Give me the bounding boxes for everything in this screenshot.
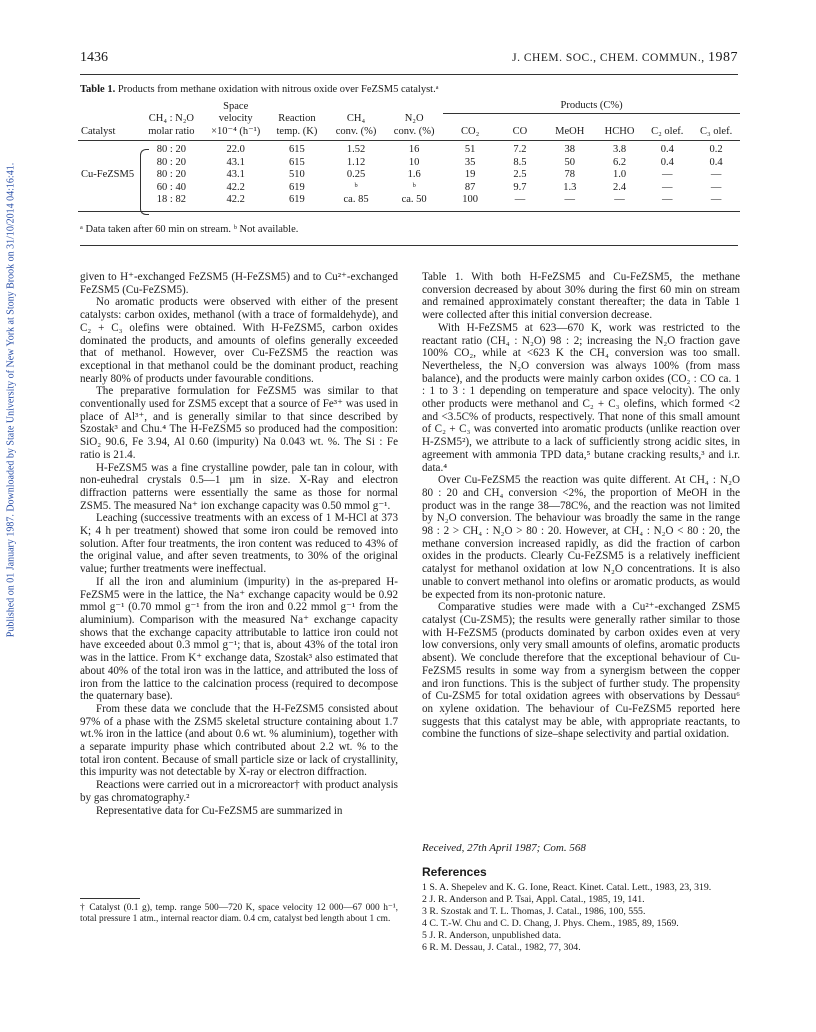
table-caption-text: Products from methane oxidation with nitrous oxide over FeZSM5 catalyst.ᵃ	[117, 84, 439, 95]
paragraph: given to H⁺-exchanged FeZSM5 (H-FeZSM5) and to Cu²⁺-exchanged FeZSM5 (Cu-FeZSM5).	[80, 271, 398, 296]
header-temp-2: temp. (K)	[267, 126, 327, 141]
table-row	[78, 169, 740, 182]
paragraph: H-FeZSM5 was a fine crystalline powder, pale tan in colour, with non-euhedral crystals 0.5—1 µm in size. X-Ray and electron diffraction patterns were essentially the same as those for normal ZSM5. The measured Na⁺ ion exchange capacity was 0.50 mmol g⁻¹.	[80, 461, 398, 512]
table-rule	[80, 245, 738, 246]
paragraph: No aromatic products were observed with either of the present catalysts: carbon oxides, methanol (with a trace of formaldehyde), and C₂ + C₃ olefins were obtained. With H-FeZSM5, carbon oxides dominated the products, and amounts of olefins generally exceeded that of methanol. However, over Cu-FeZSM5 the reaction was exceptional in that methanol could be the dominant product, reaching nearly 80% of products under favourable conditions.	[80, 296, 398, 385]
header-ratio-1: CH₄ : N₂O	[148, 113, 194, 124]
table-cell: 615	[289, 144, 305, 155]
table-cell: 510	[289, 169, 305, 180]
table-cell: 619	[267, 194, 327, 211]
table-cell: 9.7	[513, 181, 527, 193]
table-cell: 42.2	[205, 194, 267, 211]
catalyst-cell: Cu-FeZSM5	[81, 169, 135, 180]
journal-header	[512, 50, 738, 66]
table-cell: —	[543, 194, 597, 211]
table-cell: 0.25	[346, 169, 366, 180]
header-n2o-1: N₂O	[404, 113, 424, 124]
table-cell: —	[710, 169, 722, 180]
page-number: 1436	[80, 50, 108, 65]
footnote-rule	[80, 898, 140, 899]
table-footnote: ᵃ Data taken after 60 min on stream. ᵇ Not available.	[80, 224, 299, 235]
table-caption	[80, 84, 439, 95]
reference-item: 4 C. T.-W. Chu and C. D. Chang, J. Phys. Chem., 1985, 89, 1569.	[422, 917, 679, 929]
table-caption-label: Table 1.	[80, 84, 116, 95]
right-column	[422, 271, 740, 741]
table-cell: 50	[564, 156, 575, 168]
table-cell: —	[710, 181, 722, 193]
table-cell: 0.4	[709, 156, 723, 168]
table-cell: 1.12	[346, 156, 366, 168]
paragraph: Leaching (successive treatments with an excess of 1 M-HCl at 373 K; 4 h per treatment) showed that some iron could be removed into solution. After four treatments, the iron content was reduced to 43% of the original value, and after seven treatments, to 30% of the original value; further treatments were ineffectual.	[80, 512, 398, 576]
references-heading: References	[422, 865, 487, 879]
catalyst-cell	[78, 182, 138, 195]
table-cell: 0.4	[660, 156, 674, 168]
journal-year: 1987	[708, 50, 738, 65]
header-c2-olef: C₂ olef.	[642, 126, 692, 141]
table-cell: —	[692, 194, 740, 211]
table-row	[78, 157, 740, 170]
table-cell: 60 : 40	[156, 181, 186, 193]
table-cell: 1.52	[346, 144, 366, 155]
table-cell: ca. 85	[327, 194, 385, 211]
table-cell: 0.2	[709, 144, 723, 155]
table-cell: 3.8	[612, 144, 627, 155]
table-row	[78, 182, 740, 195]
table-cell: ca. 50	[385, 194, 443, 211]
catalyst-cell	[78, 194, 138, 211]
header-products: Products (C%)	[443, 100, 740, 113]
table-cell: 1.3	[563, 181, 577, 193]
download-stamp-text: Published on 01 January 1987. Downloaded by State University of New York at Stony Brook on 31/10/2014 04:16:41.	[5, 162, 17, 638]
table-cell: 80 : 20	[156, 169, 186, 180]
table-cell: —	[597, 194, 643, 211]
header-ch4-2: conv. (%)	[327, 126, 385, 141]
table-cell: 1.0	[612, 169, 627, 180]
table-cell: 43.1	[226, 156, 245, 168]
table-cell: ᵇ	[354, 181, 358, 193]
table-cell: 51	[464, 144, 476, 155]
paragraph: Representative data for Cu-FeZSM5 are summarized in	[96, 804, 343, 817]
table-body	[78, 141, 740, 212]
header-hcho: HCHO	[597, 126, 643, 141]
table-cell: 78	[564, 169, 575, 180]
footnote: † Catalyst (0.1 g), temp. range 500—720 K, space velocity 12 000—67 000 h⁻¹, total pressure 1 atm., internal reactor diam. 0.4 cm, catalyst bed length about 1 cm.	[80, 903, 398, 924]
table-cell: 35	[464, 156, 476, 168]
header-n2o-2: conv. (%)	[385, 126, 443, 141]
header-meoh: MeOH	[543, 126, 597, 141]
reference-item: 6 R. M. Dessau, J. Catal., 1982, 77, 304.	[422, 941, 581, 953]
table-cell: 18 : 82	[138, 194, 204, 211]
table-cell: ᵇ	[412, 181, 416, 193]
table-cell: 87	[464, 181, 476, 193]
table-cell: 19	[464, 169, 476, 180]
journal-name: J. CHEM. SOC., CHEM. COMMUN.,	[512, 52, 705, 64]
table-cell: 43.1	[226, 169, 245, 180]
table-row	[78, 141, 740, 157]
paragraph: If all the iron and aluminium (impurity) in the as-prepared H-FeZSM5 were in the lattice, the Na⁺ exchange capacity would be 0.92 mmol g⁻¹ (0.70 mmol g⁻¹ from the iron and 0.22 mmol g⁻¹ from the aluminium). Comparison with the measured Na⁺ exchange capacity shows that the exchange capacity attributable to lattice iron could not have exceeded about 0.3 mmol g⁻¹; that is, about 43% of the total iron was in the lattice. From K⁺ exchange data, Szostak³ also estimated that about 40% of the total iron was in the lattice, and attributed the loss of iron from the lattice to the calcination process (required to decompose the quaternary base).	[80, 575, 398, 703]
table-cell: 619	[289, 181, 305, 193]
paragraph: From these data we conclude that the H-FeZSM5 consisted about 97% of a phase with the ZSM5 skeletal structure containing about 1.7 wt.% iron in the lattice (and about 0.6 wt. % aluminium), together with a separate impurity phase which contributed about 2.2 wt. % to the total iron content. Because of small particle size or lack of crystallinity, this impurity was not detectable by X-ray or electron diffraction.	[80, 702, 398, 779]
table-cell: 100	[443, 194, 497, 211]
download-stamp	[0, 120, 22, 680]
reference-item: 3 R. Szostak and T. L. Thomas, J. Catal., 1986, 100, 555.	[422, 905, 646, 917]
table-cell: 16	[408, 144, 420, 155]
table-cell: 8.5	[513, 156, 527, 168]
header-velocity-3: ×10⁻⁴ (h⁻¹)	[205, 126, 267, 141]
table-cell: 2.5	[513, 169, 527, 180]
header-ratio-2: molar ratio	[138, 126, 204, 141]
received-date: Received, 27th April 1987; Com. 568	[422, 842, 586, 854]
references-list	[422, 882, 740, 953]
table-cell: 1.6	[407, 169, 421, 180]
paragraph: With H-FeZSM5 at 623—670 K, work was restricted to the reactant ratio (CH₄ : N₂O) 98 : 2; increasing the N₂O fraction gave 100% CO₂, while at <623 K the CH₄ conversion was too small. Nevertheless, the N₂O conversion was always 100% (from mass balance), and the products were mainly carbon oxides (CO₂ : CO ca. 1 : 1 to 3 : 1 depending on temperature and space velocity). The only other products were methanol and C₂ + C₃ olefins, which formed <2 and <3.5C% of products, respectively. That none of this small amount of C₂ + C₃ was converted into aromatic products (unlike reaction over H-ZSM5²), we attribute to a lack of sufficiently strong acidic sites, in agreement with ammonia TPD data,⁵ butane cracking results,³ and i.r. data.⁴	[422, 321, 740, 474]
table-cell: 22.0	[226, 144, 245, 155]
catalyst-brace	[140, 149, 149, 215]
table-cell: —	[662, 169, 673, 180]
table-cell: 80 : 20	[156, 156, 186, 168]
reference-item: 2 J. R. Anderson and P. Tsai, Appl. Catal., 1985, 19, 141.	[422, 893, 645, 905]
header-velocity-1: Space	[223, 100, 249, 112]
table-cell: 38	[564, 144, 575, 155]
paragraph: Over Cu-FeZSM5 the reaction was quite different. At CH₄ : N₂O 80 : 20 and CH₄ conversion <2%, the proportion of MeOH in the product was in the range 38—78C%, and the reaction was not limited by N₂O conversion. The behaviour was broadly the same in the range 98 : 2 > CH₄ : N₂O > 80 : 20. However, at CH₄ : N₂O < 80 : 20, the methane conversion increased rapidly, as did the fraction of carbon oxides in the products. Clearly Cu-FeZSM5 is a relatively inefficient catalyst for methanol oxidation at low N₂O concentrations. It is also unable to convert methanol into olefins or aromatic products, as would be expected from its non-protonic nature.	[422, 474, 740, 601]
table-row	[78, 194, 740, 211]
paragraph: Reactions were carried out in a microreactor† with product analysis by gas chromatography.²	[80, 779, 398, 804]
header-co2: CO₂	[443, 126, 497, 141]
table-cell: 6.2	[612, 156, 627, 168]
paragraph: Comparative studies were made with a Cu²⁺-exchanged ZSM5 catalyst (Cu-ZSM5); the results were generally rather similar to those with H-FeZSM5 (products dominated by carbon oxides even at very low conversions, only very small amounts of olefins, aromatic products absent). We conclude therefore that the exceptional behaviour of Cu-FeZSM5 results in some way from a synergism between the copper and iron functions. This is the subject of further study. The propensity of Cu-ZSM5 for total oxidation agrees with observations by Dessau⁶ on xylene oxidation. The behaviour of Cu-FeZSM5 reported here suggests that this catalyst may be able, with appropriate reactants, to combine the functions of size–shape selectivity and partial oxidation.	[422, 601, 740, 741]
catalyst-cell	[78, 141, 138, 157]
header-velocity-2: velocity	[218, 113, 253, 124]
table-cell: —	[497, 194, 543, 211]
table-cell: 2.4	[612, 181, 627, 193]
header-catalyst: Catalyst	[78, 126, 138, 141]
table-cell: 7.2	[513, 144, 527, 155]
header-c3-olef: C₃ olef.	[692, 126, 740, 141]
left-column	[80, 271, 398, 817]
products-table	[78, 100, 740, 212]
table-cell: 42.2	[226, 181, 245, 193]
paragraph: The preparative formulation for FeZSM5 was similar to that conventionally used for ZSM5 except that a source of Fe³⁺ was used in place of Al³⁺, and is generally similar to that since described by Szostak³ and Chu.⁴ The H-FeZSM5 so produced had the composition: SiO₂ 90.6, Fe 3.94, Al 0.60 (impurity) Na 0.043 wt. %. The Si : Fe ratio is 21.4.	[80, 385, 398, 461]
table-cell: 80 : 20	[156, 144, 186, 155]
reference-item: 5 J. R. Anderson, unpublished data.	[422, 929, 562, 941]
table-cell: 10	[408, 156, 420, 168]
table-cell: 0.4	[660, 144, 674, 155]
header-co: CO	[497, 126, 543, 141]
header-temp-1: Reaction	[278, 113, 316, 124]
table-cell: 615	[289, 156, 305, 168]
catalyst-cell	[78, 157, 138, 170]
table-cell: —	[642, 194, 692, 211]
header-ch4-1: CH₄	[346, 113, 366, 124]
header-rule	[80, 74, 738, 75]
paragraph: Table 1. With both H-FeZSM5 and Cu-FeZSM5, the methane conversion decreased by about 30% during the first 60 min on stream and remained approximately constant thereafter; the data in Table 1 were collected after this initial conversion decrease.	[422, 271, 740, 322]
table-cell: —	[662, 181, 673, 193]
reference-item: 1 S. A. Shepelev and K. G. Ione, React. Kinet. Catal. Lett., 1983, 23, 319.	[422, 882, 712, 893]
